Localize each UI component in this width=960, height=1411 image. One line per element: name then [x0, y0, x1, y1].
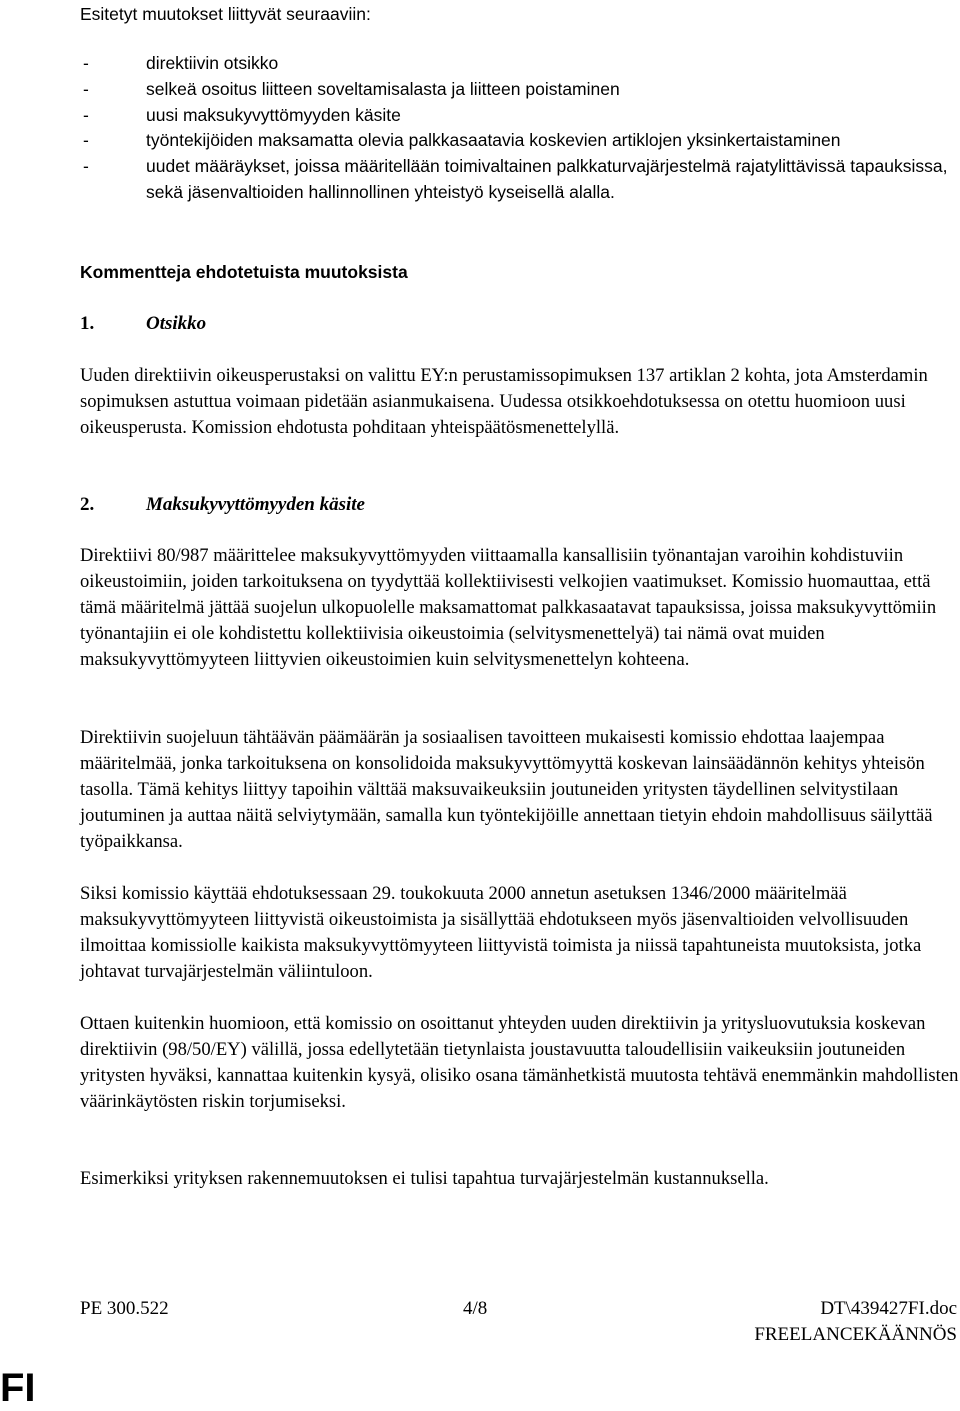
paragraph: Direktiivi 80/987 määrittelee maksukyvyttömyyden viittaamalla kansallisiin työnantajan varoihin kohdistuviin oikeustoimiin, joiden tarkoituksena on tyydyttää kollektiivisesti velkojien vaatimukset. Komissio huomauttaa, että tämä määritelmä jättää suojelun ulkopuolelle maksamattomat palkkasaatavat tapauksissa, joissa maksukyvyttömiin työnantajiin ei ole kohdistettu kollektiivisia oikeustoimia (selvitysmenettelyä) tai nämä ovat muiden maksukyvyttömyyteen liittyvien oikeustoimien kuin selvitysmenettelyn kohteena.: [80, 545, 937, 670]
paragraph: Esimerkiksi yrityksen rakennemuutoksen ei tulisi tapahtua turvajärjestelmän kustannuksella.: [80, 1168, 769, 1189]
list-dash: -: [83, 53, 89, 73]
section-title: Maksukyvyttömyyden käsite: [146, 494, 365, 515]
section-1-heading: [80, 311, 206, 337]
list-item: [80, 103, 960, 129]
list-dash: -: [83, 78, 89, 99]
list-item-text: uusi maksukyvyttömyyden käsite: [146, 104, 401, 125]
translation-label: FREELANCEKÄÄNNÖS: [754, 1324, 957, 1345]
section-number: 1.: [80, 313, 95, 334]
paragraph: Siksi komissio käyttää ehdotuksessaan 29. toukokuuta 2000 annetun asetuksen 1346/2000 määritelmää maksukyvyttömyyteen liittyvistä oikeustoimista ja sisällyttää ehdotukseen myös jäsenvaltioiden velvollisuuden ilmoittaa komissiolle kaikista maksukyvyttömyyteen liittyvistä toimista ja niissä tapahtuneista muutoksista, jotka johtavat turvajärjestelmän väliintuloon.: [80, 883, 922, 982]
list-dash: -: [83, 156, 89, 177]
section-1-paragraph: Uuden direktiivin oikeusperustaksi on valittu EY:n perustamissopimuksen 137 artiklan 2 kohta, jota Amsterdamin sopimuksen astuttua voimaan pidetään asianmukaisena. Uudessa otsikkoehdotuksessa on otettu huomioon uusi oikeusperusta. Komission ehdotusta pohditaan yhteispäätösmenettelyllä.: [80, 365, 928, 438]
list-item: [80, 51, 960, 77]
section-title: Otsikko: [146, 313, 207, 334]
list-item-text: työntekijöiden maksamatta olevia palkkasaatavia koskevien artiklojen yksinkertaistaminen: [146, 130, 841, 151]
list-item-text: direktiivin otsikko: [146, 53, 279, 73]
file-name: DT\439427FI.doc: [820, 1298, 957, 1319]
list-item-text: selkeä osoitus liitteen soveltamisalasta ja liitteen poistaminen: [146, 78, 620, 99]
list-dash: -: [83, 104, 89, 125]
section-2-heading: [80, 492, 365, 518]
comments-heading: Kommentteja ehdotetuista muutoksista: [80, 262, 408, 282]
section-number: 2.: [80, 494, 95, 515]
document-reference: PE 300.522: [80, 1298, 169, 1319]
intro-text: Esitetyt muutokset liittyvät seuraaviin:: [80, 4, 371, 24]
list-item: [80, 154, 960, 206]
paragraph: Ottaen kuitenkin huomioon, että komissio on osoittanut yhteyden uuden direktiivin ja yritysluovutuksia koskevan direktiivin (98/50/EY) välillä, jossa edellytetään tietynlaista joustavuutta taloudellisiin vaikeuksiin joutuneiden yritysten hyväksi, kannattaa kuitenkin kysyä, olisiko osana tämänhetkistä muutosta tehtävä enemmänkin mahdollisten väärinkäytösten riskin torjumiseksi.: [80, 1013, 959, 1112]
list-item-text: uudet määräykset, joissa määritellään toimivaltainen palkkaturvajärjestelmä rajatylittävissä tapauksissa, sekä jäsenvaltioiden hallinnollinen yhteistyö kyseisellä alalla.: [146, 156, 948, 202]
list-item: [80, 128, 960, 154]
list-dash: -: [83, 130, 89, 151]
changes-list: [80, 51, 960, 206]
language-code: FI: [0, 1366, 36, 1410]
page-number: 4/8: [463, 1298, 488, 1319]
paragraph: Direktiivin suojeluun tähtäävän päämäärän ja sosiaalisen tavoitteen mukaisesti komissio ehdottaa laajempaa määritelmää, jonka tarkoituksena on konsolidoida maksukyvyttömyyttä koskevan lainsäädännön kehitys yhteisön tasolla. Tämä kehitys liittyy tapoihin välttää maksuvaikeuksiin joutuneiden yritysten täydellinen selvitystilaan joutuminen ja auttaa näitä selviytymään, samalla kun työntekijöille annettaan tietyin ehdoin mahdollisuus säilyttää työpaikkansa.: [80, 727, 933, 852]
list-item: [80, 77, 960, 103]
